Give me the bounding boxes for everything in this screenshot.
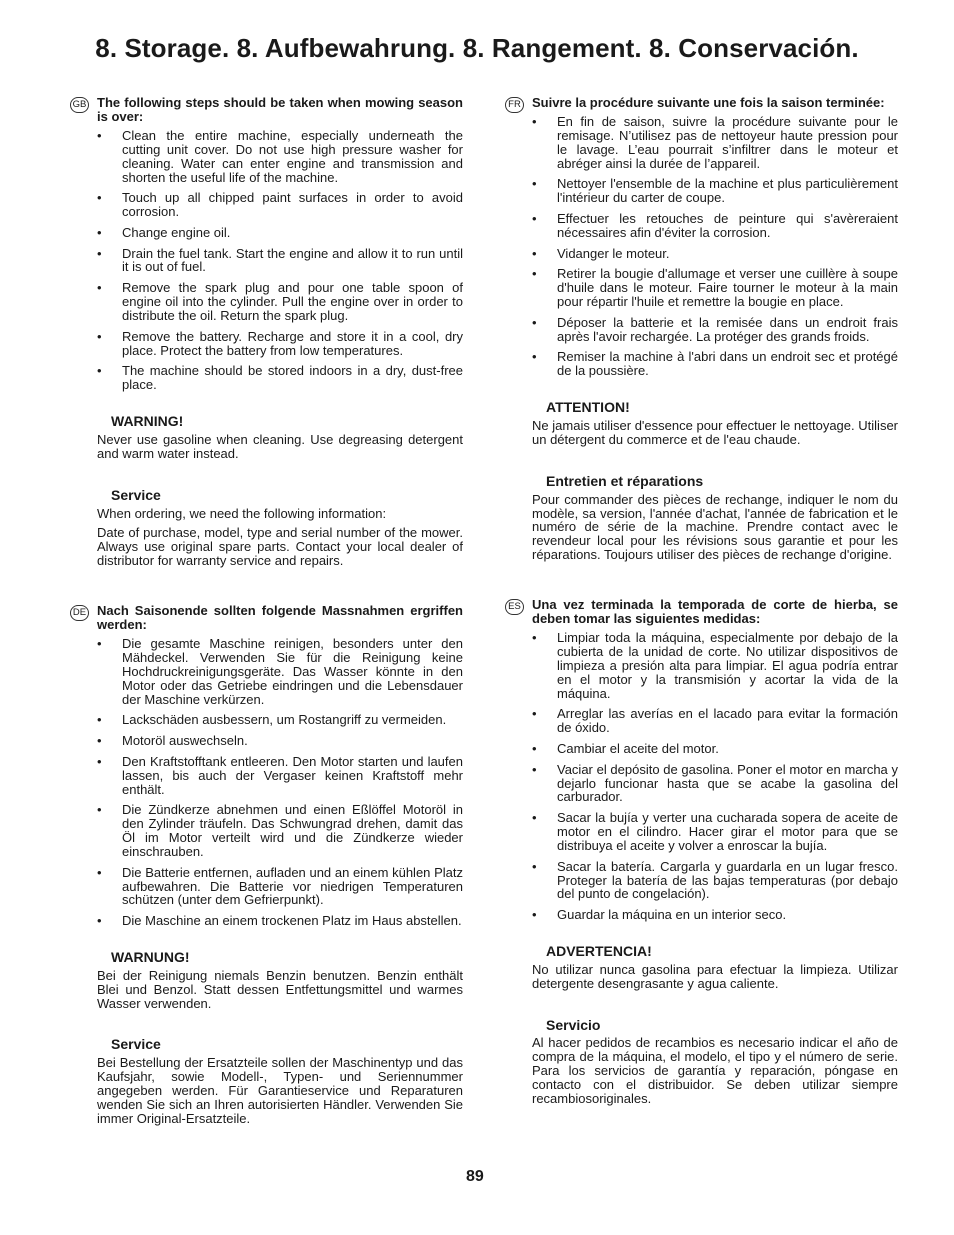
bullet-icon: • [97, 224, 102, 240]
service-heading: Service [111, 486, 161, 503]
list-item: • Vaciar el depósito de gasolina. Poner el motor en marcha y dejarlo funcionar hasta que se acabe la gasolina del carburador. [532, 761, 898, 805]
bullet-icon: • [97, 127, 102, 143]
service-text: Bei Bestellung der Ersatzteile sollen der Maschinentyp und das Kaufsjahr, sowie Modell-, Typen- und Seriennummer angegeben werden. Für Garantieservice und Reparaturen wenden Sie sich an Ihren autorisierten Händler. Verwenden Sie immer Original-Ersatzteile. [97, 1055, 463, 1126]
bullet-list [532, 115, 898, 378]
list-item: • Nettoyer l'ensemble de la machine et plus particulièrement l'intérieur du carter de coupe. [532, 176, 898, 206]
bullet-icon: • [97, 712, 102, 728]
service-heading: Service [111, 1036, 161, 1053]
list-item: • Effectuer les retouches de peinture qui s'avèreraient nécessaires afin d'éviter la corrosion. [532, 210, 898, 240]
list-item: • Clean the entire machine, especially underneath the cutting unit cover. Do not use high pressure washer for cleaning. Water can enter engine and transmission and shorten the useful life of the machine. [97, 127, 463, 185]
bullet-icon: • [97, 635, 102, 651]
list-item: • Retirer la bougie d'allumage et verser une cuillère à soupe d'huile dans le moteur. Faire tourner le moteur à la main pour répartir l'huile et remettre la bougie en place. [532, 266, 898, 310]
list-item: • Arreglar las averías en el lacado para evitar la formación de óxido. [532, 706, 898, 736]
list-item: • Limpiar toda la máquina, especialmente por debajo de la cubierta de la unidad de corte. No utilizar dispositivos de limpieza a presión alta para limpiar. El agua podría entrar en el motor y la transmisión y acortar la vida de la máquina. [532, 629, 898, 701]
list-item: • Vidanger le moteur. [532, 245, 670, 261]
section-intro: Una vez terminada la temporada de corte de hierba, se deben tomar las siguientes medidas: [532, 597, 898, 627]
bullet-icon: • [97, 245, 102, 261]
bullet-icon: • [532, 858, 537, 874]
bullet-icon: • [97, 363, 102, 379]
list-item: • Lackschäden ausbessern, um Rostangriff zu vermeiden. [97, 712, 447, 728]
bullet-icon: • [97, 753, 102, 769]
section-intro: Suivre la procédure suivante une fois la saison terminée: [532, 95, 885, 110]
list-item: • The machine should be stored indoors in a dry, dust-free place. [97, 363, 463, 393]
warning-heading: WARNUNG! [111, 948, 190, 965]
section-intro: The following steps should be taken when mowing season is over: [97, 95, 463, 124]
bullet-icon: • [532, 761, 537, 777]
list-item: • Touch up all chipped paint surfaces in order to avoid corrosion. [97, 190, 463, 220]
section-de [72, 603, 463, 1126]
page-number: 89 [466, 1168, 484, 1185]
section-fr [508, 95, 898, 563]
bullet-icon: • [532, 314, 537, 330]
bullet-icon: • [97, 328, 102, 344]
warning-heading: WARNING! [111, 412, 184, 429]
bullet-list [97, 637, 463, 928]
bullet-icon: • [532, 266, 537, 282]
section-gb [72, 95, 463, 569]
bullet-list [97, 129, 463, 392]
warning-text: Ne jamais utiliser d'essence pour effectuer le nettoyage. Utiliser un détergent du commerce et de l'eau chaude. [532, 417, 898, 447]
section-es [508, 597, 898, 1107]
bullet-icon: • [97, 913, 102, 929]
list-item: • Die Maschine an einem trockenen Platz im Haus abstellen. [97, 913, 462, 929]
bullet-icon: • [532, 740, 537, 756]
language-badge-es: ES [505, 599, 524, 615]
bullet-icon: • [532, 210, 537, 226]
bullet-list [532, 631, 898, 922]
page-title: 8. Storage. 8. Aufbewahrung. 8. Rangement. 8. Conservación. [95, 33, 859, 63]
bullet-icon: • [532, 349, 537, 365]
list-item: • Remove the spark plug and pour one table spoon of engine oil into the cylinder. Pull the engine over in order to distribute the oil. Return the spark plug. [97, 280, 463, 323]
bullet-icon: • [97, 864, 102, 880]
bullet-icon: • [532, 245, 537, 261]
list-item: • Die Batterie entfernen, aufladen und an einem kühlen Platz aufbewahren. Die Batterie vor niedrigen Temperaturen schützen (unter dem Gefrierpunkt). [97, 864, 463, 908]
list-item: • Remove the battery. Recharge and store it in a cool, dry place. Protect the battery from low temperatures. [97, 328, 463, 358]
list-item: • Change engine oil. [97, 224, 231, 240]
bullet-icon: • [532, 176, 537, 192]
bullet-icon: • [532, 810, 537, 826]
list-item: • Die gesamte Maschine reinigen, besonders unter den Mähdeckel. Verwenden Sie für die Reinigung keine Hochdruckreinigungsgeräte. Das Wasser könnte in den Motor oder das Getriebe eindringen und die Lebensdauer der Maschine verkürzen. [97, 635, 463, 707]
language-badge-de: DE [70, 605, 89, 621]
warning-text: Never use gasoline when cleaning. Use degreasing detergent and warm water instead. [97, 431, 463, 461]
list-item: • Guardar la máquina en un interior seco. [532, 907, 787, 923]
right-column [508, 95, 898, 1112]
warning-heading: ADVERTENCIA! [546, 942, 652, 959]
list-item: • Remiser la machine à l'abri dans un endroit sec et protégé de la poussière. [532, 349, 898, 379]
list-item: • Déposer la batterie et la remisée dans un endroit frais après l'avoir rechargée. La protéger des grands froids. [532, 314, 898, 344]
bullet-icon: • [532, 907, 537, 923]
bullet-icon: • [532, 706, 537, 722]
bullet-icon: • [97, 802, 102, 818]
bullet-icon: • [532, 113, 537, 129]
warning-heading: ATTENTION! [546, 398, 630, 415]
list-item: • Sacar la bujía y verter una cucharada sopera de aceite de motor en el cilindro. Hacer girar el motor para que se distribuya el aceite y volver a enroscar la bujía. [532, 810, 898, 853]
service-text: When ordering, we need the following information: [97, 505, 387, 521]
left-column [72, 95, 463, 1132]
service-heading: Entretien et réparations [546, 472, 704, 489]
list-item: • En fin de saison, suivre la procédure suivante pour le remisage. N’utilisez pas de nettoyeur haute pression pour le lavage. L’eau pourrait s’infiltrer dans le moteur et abréger ainsi la durée de l’appareil. [532, 113, 898, 171]
service-text: Date of purchase, model, type and serial number of the mower. Always use original spare parts. Contact your local dealer of distributor for warranty service and repairs. [97, 525, 463, 569]
language-badge-fr: FR [505, 97, 524, 113]
warning-text: No utilizar nunca gasolina para efectuar la limpieza. Utilizar detergente desengrasante y agua caliente. [532, 961, 898, 991]
list-item: • Drain the fuel tank. Start the engine and allow it to run until it is out of fuel. [97, 245, 463, 275]
service-text: Al hacer pedidos de recambios es necesario indicar el año de compra de la máquina, el modelo, el tipo y el número de serie. Para los servicios de garantía y reparación, póngase en contacto con el distribuidor. Se deben utilizar siempre recambiosoriginales. [532, 1035, 898, 1107]
bullet-icon: • [532, 629, 537, 645]
list-item: • Die Zündkerze abnehmen und einen Eßlöffel Motoröl in den Zylinder träufeln. Das Schwungrad drehen, damit das Öl im Motor verteilt wird und die Zündkerze wieder einschrauben. [97, 802, 463, 859]
list-item: • Motoröl auswechseln. [97, 732, 248, 748]
bullet-icon: • [97, 280, 102, 296]
service-heading: Servicio [546, 1016, 601, 1033]
list-item: • Den Kraftstofftank entleeren. Den Motor starten und laufen lassen, bis auch der Vergaser keinen Kraftstoff mehr enthält. [97, 753, 463, 797]
service-text: Pour commander des pièces de rechange, indiquer le nom du modèle, sa version, l'année d'achat, l'année de fabrication et le numéro de série de la machine. Prendre contact avec le revendeur local pour les révisions sous garantie et pour les réparations. Toujours utiliser des pièces de rechange d'origine. [532, 491, 898, 563]
list-item: • Sacar la batería. Cargarla y guardarla en un lugar fresco. Proteger la batería de las bajas temperaturas (por debajo del punto de congelación). [532, 858, 898, 902]
bullet-icon: • [97, 732, 102, 748]
section-intro: Nach Saisonende sollten folgende Massnahmen ergriffen werden: [97, 603, 463, 633]
bullet-icon: • [97, 190, 102, 206]
language-badge-gb: GB [70, 97, 89, 113]
warning-text: Bei der Reinigung niemals Benzin benutzen. Benzin enthält Blei und Benzol. Statt dessen Entfettungsmittel und warmes Wasser verwenden. [97, 967, 463, 1011]
list-item: • Cambiar el aceite del motor. [532, 740, 719, 756]
